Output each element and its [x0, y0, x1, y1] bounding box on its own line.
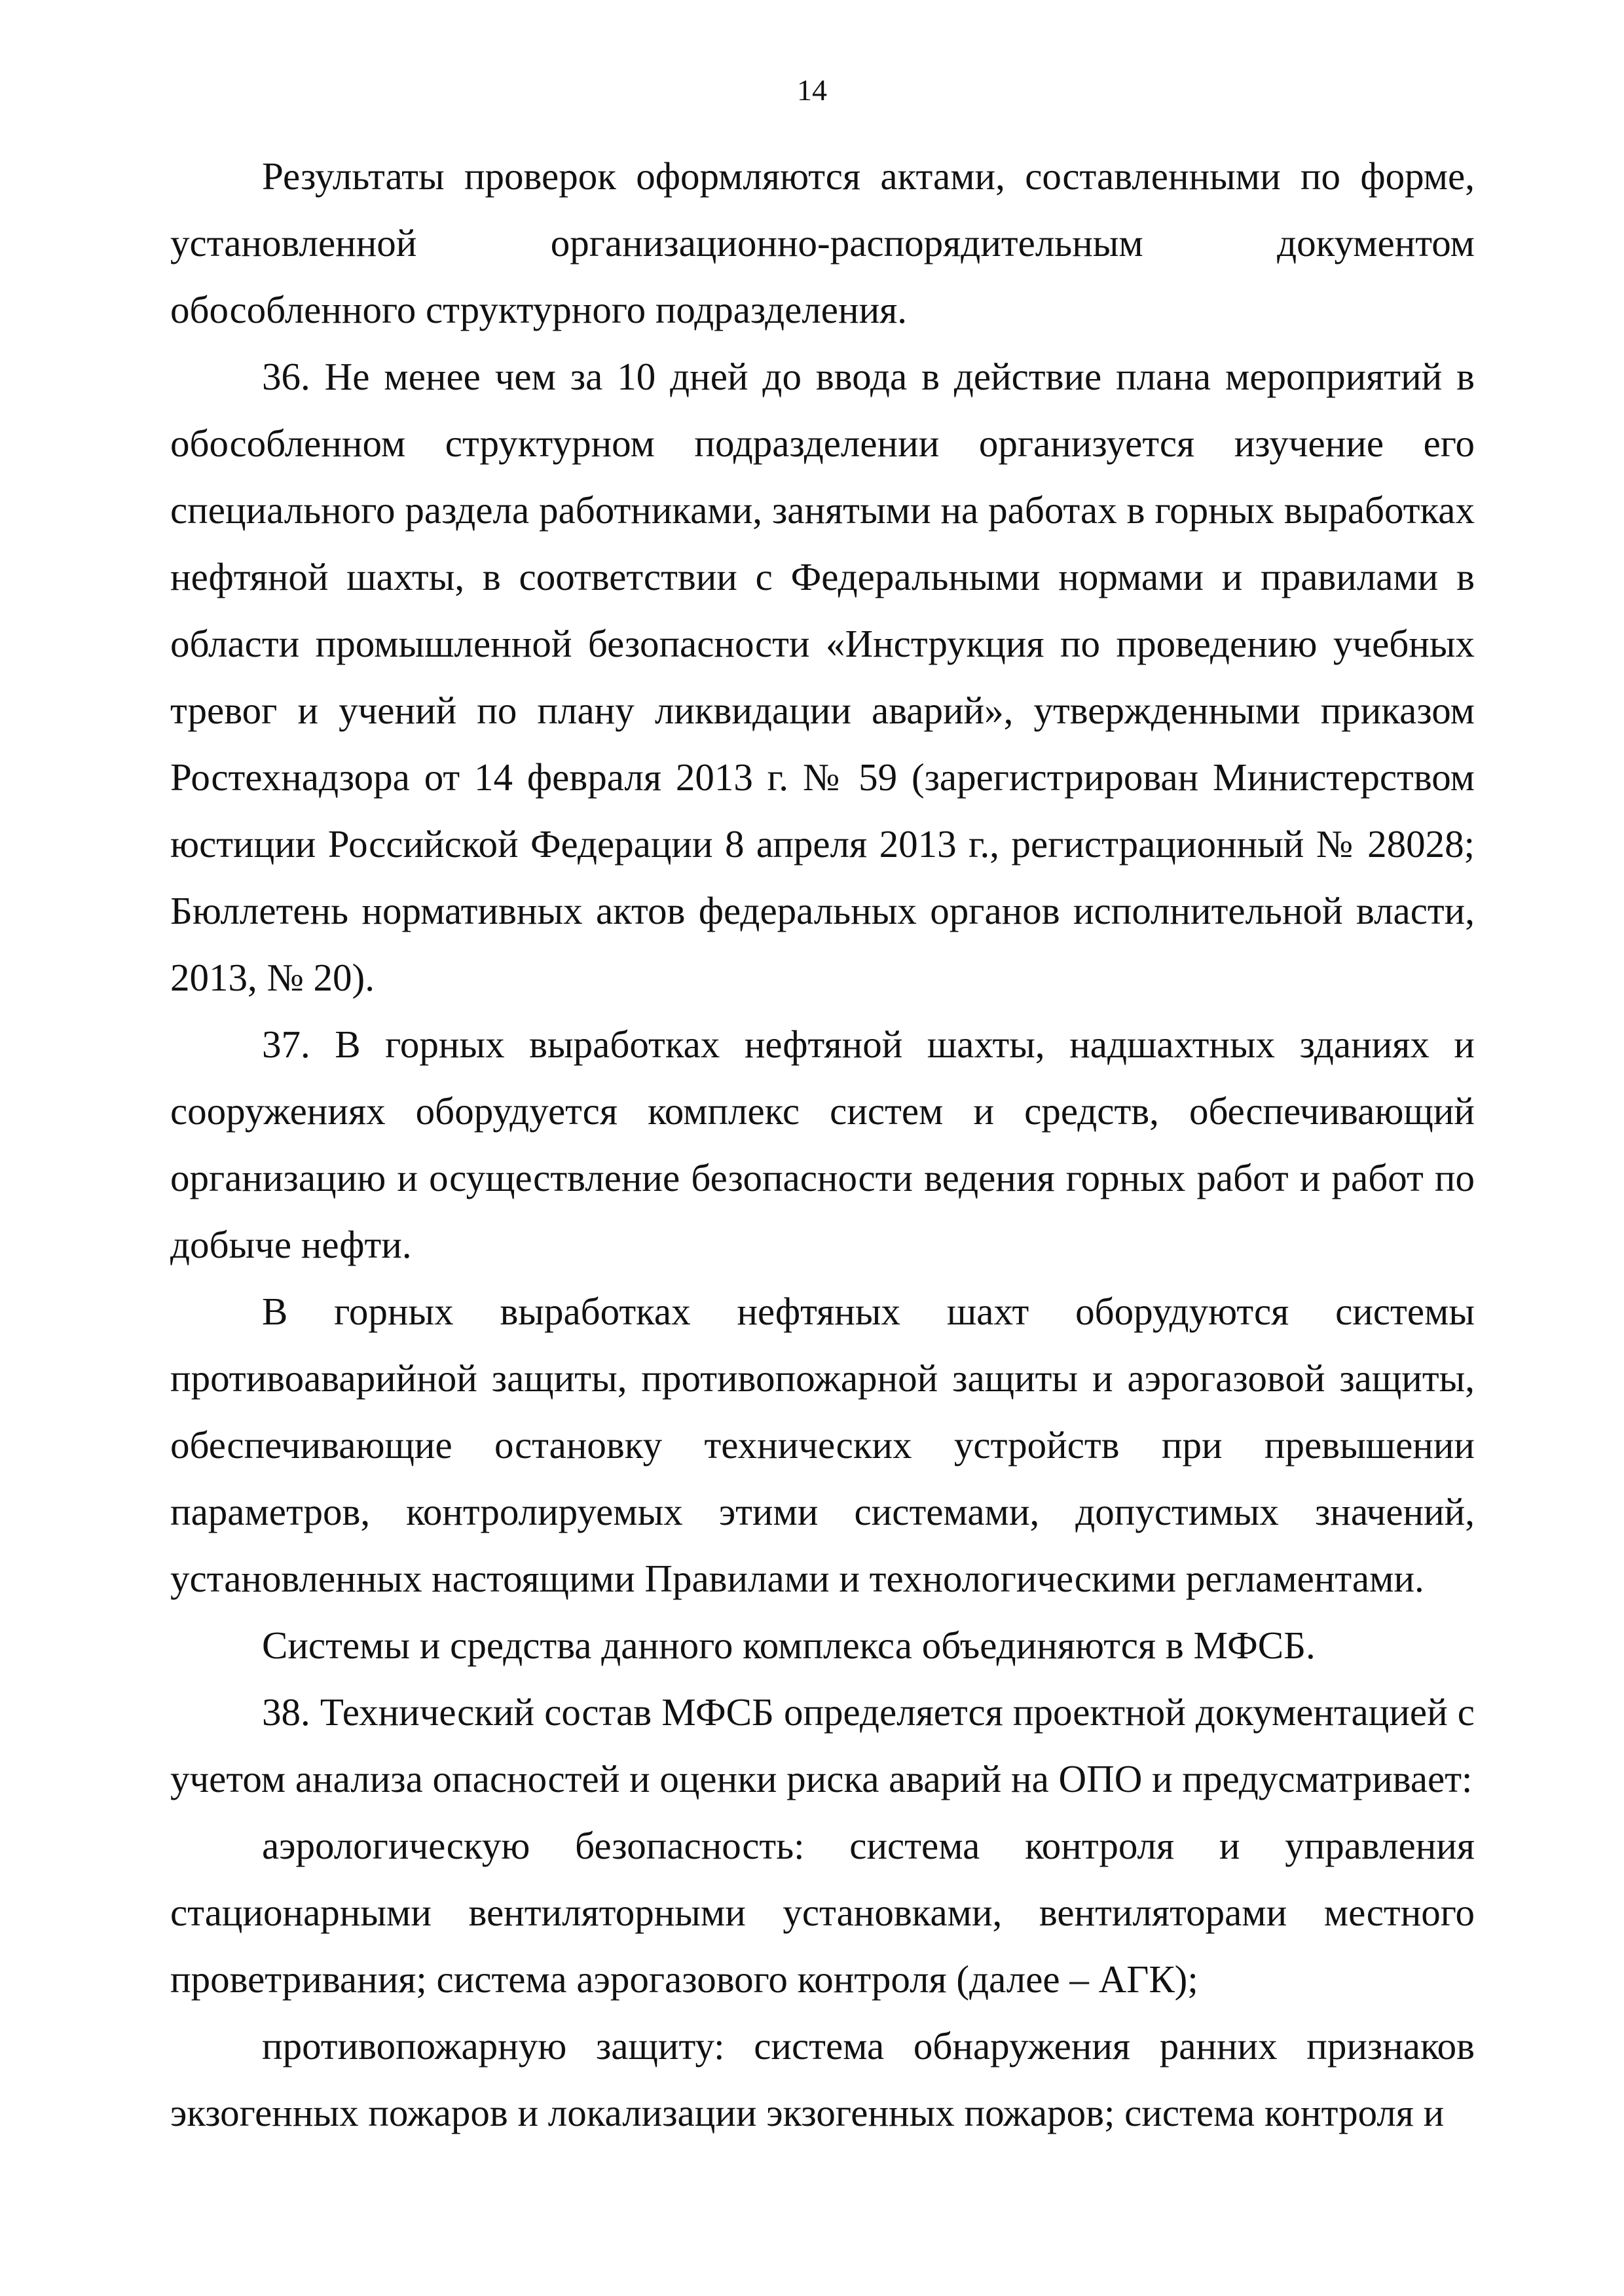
- paragraph-item-36: 36. Не менее чем за 10 дней до ввода в действие плана мероприятий в обособленном структурном подразделении организуется изучение его специального раздела работниками, занятыми на работах в горных выработках нефтяной шахты, в соответствии с Федеральными нормами и правилами в области промышленной безопасности «Инструкция по проведению учебных тревог и учений по плану ликвидации аварий», утвержденными приказом Ростехнадзора от 14 февраля 2013 г. № 59 (зарегистрирован Министерством юстиции Российской Федерации 8 апреля 2013 г., регистрационный № 28028; Бюллетень нормативных актов федеральных органов исполнительной власти, 2013, № 20).: [170, 355, 1475, 999]
- paragraph-protection-systems: В горных выработках нефтяных шахт оборудуются системы противоаварийной защиты, противопожарной защиты и аэрогазовой защиты, обеспечивающие остановку технических устройств при превышении параметров, контролируемых этими системами, допустимых значений, установленных настоящими Правилами и технологическими регламентами.: [170, 1290, 1475, 1600]
- paragraph-inspection-results: Результаты проверок оформляются актами, составленными по форме, установленной организационно-распорядительным документом обособленного структурного подразделения.: [170, 155, 1475, 331]
- paragraph-fire-protection: противопожарную защиту: система обнаружения ранних признаков экзогенных пожаров и локализации экзогенных пожаров; система контроля и: [170, 2024, 1475, 2134]
- body-text: [170, 143, 1475, 2146]
- paragraph-aerological-safety: аэрологическую безопасность: система контроля и управления стационарными вентиляторными установками, вентиляторами местного проветривания; система аэрогазового контроля (далее – АГК);: [170, 1824, 1475, 2001]
- page-number: 14: [797, 73, 827, 107]
- paragraph-item-37: 37. В горных выработках нефтяной шахты, надшахтных зданиях и сооружениях оборудуется комплекс систем и средств, обеспечивающий организацию и осуществление безопасности ведения горных работ и работ по добыче нефти.: [170, 1023, 1475, 1266]
- paragraph-item-38: 38. Технический состав МФСБ определяется проектной документацией с учетом анализа опасностей и оценки риска аварий на ОПО и предусматривает:: [170, 1690, 1475, 1800]
- paragraph-mfsb-union: Системы и средства данного комплекса объединяются в МФСБ.: [262, 1624, 1316, 1667]
